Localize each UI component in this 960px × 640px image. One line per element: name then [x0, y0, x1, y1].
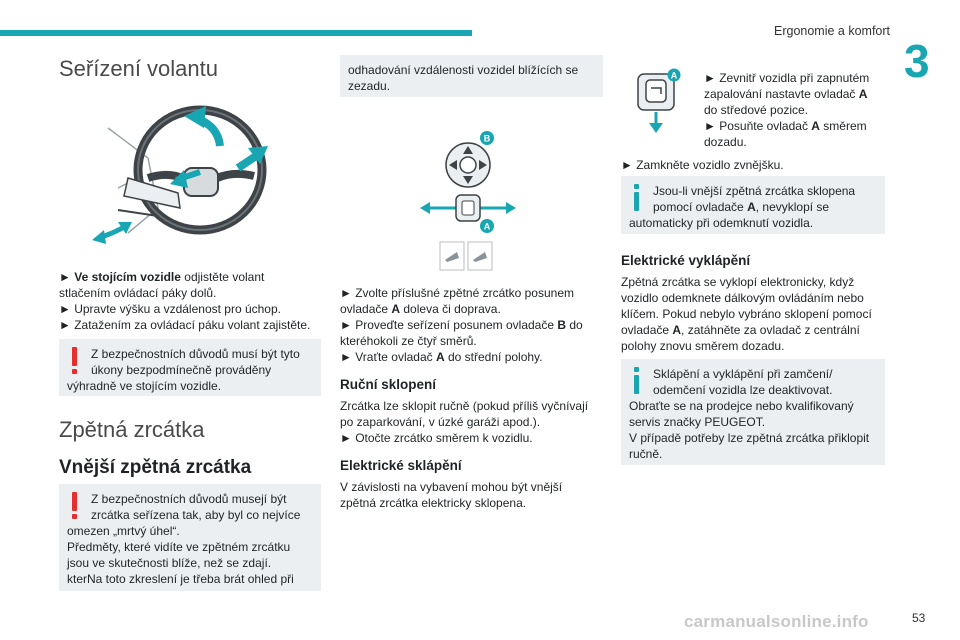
fold-control-illustration: [634, 68, 684, 134]
step-bold: A: [391, 302, 401, 316]
body-text: po zaparkování, v úzké garáži apod.).: [340, 415, 541, 429]
mirror-distance-box: [340, 55, 603, 97]
page-number: 53: [912, 611, 926, 625]
body-text: ► Otočte zrcátko směrem k vozidlu.: [340, 431, 533, 445]
steering-wheel-illustration: [88, 98, 274, 250]
watermark: carmanualsonline.info: [684, 612, 869, 631]
info-text: automaticky při odemknutí vozidla.: [629, 216, 814, 230]
warning-box-mirrors: [59, 484, 321, 591]
steering-step-3: ► Zatažením za ovládací páku volant zajistěte.: [59, 318, 311, 332]
info-box-unfolding: [621, 359, 885, 465]
steering-step-1: [59, 269, 264, 301]
electric-folding-title: Elektrické sklápění: [340, 458, 462, 473]
step-text: ► Proveďte seřízení posunem ovladače: [340, 318, 558, 332]
step-text: zapalování nastavte ovladač: [704, 87, 859, 101]
warning-text: Předměty, které vidíte ve zpětném zrcátku: [67, 540, 291, 554]
step-marker: ►: [59, 270, 71, 284]
step-text: odjistěte volant: [180, 270, 265, 284]
step-text: stlačením ovládací páky dolů.: [59, 286, 217, 300]
info-text: Obraťte se na prodejce nebo kvalifikovaný: [629, 399, 854, 413]
warning-text: výhradně ve stojícím vozidle.: [67, 379, 222, 393]
body-text: ovladače: [621, 323, 673, 337]
mirror-step-1: [340, 285, 574, 317]
mirror-step-2: [340, 317, 583, 349]
warning-text: omezen „mrtvý úhel“.: [67, 524, 180, 538]
steering-step-2: ► Upravte výšku a vzdálenost pro úchop.: [59, 302, 281, 316]
chapter-number: 3: [904, 35, 930, 87]
section-title: Ergonomie a komfort: [774, 24, 891, 38]
info-text: [629, 199, 877, 215]
steering-adjust-title: Seřízení volantu: [59, 56, 218, 81]
info-text-bold: A: [747, 200, 756, 214]
step-text: ► Zevnitř vozidla při zapnutém: [704, 71, 870, 85]
electric-folding-text: [340, 479, 562, 511]
info-text: Sklápění a vyklápění při zamčení/: [653, 367, 833, 381]
info-icon: [634, 367, 639, 394]
step-text: do střední polohy.: [444, 350, 543, 364]
warning-text: Z bezpečnostních důvodů musí být tyto: [91, 347, 300, 361]
body-text: polohy znovu směrem dozadu.: [621, 339, 785, 353]
header-accent-bar: [0, 30, 472, 36]
warning-icon: [72, 492, 77, 519]
mirror-control-illustration: [418, 128, 518, 278]
manual-folding-title: Ruční sklopení: [340, 377, 437, 392]
box-text: zezadu.: [348, 79, 391, 93]
step-text: doleva či doprava.: [400, 302, 501, 316]
body-bold: A: [672, 323, 682, 337]
step-text: dozadu.: [704, 135, 747, 149]
info-box-folding: [621, 176, 885, 234]
warning-text: úkony bezpodmínečně prováděny: [91, 363, 272, 377]
step-text: ► Vraťte ovladač: [340, 350, 436, 364]
fold-step-1: [704, 70, 869, 118]
warning-box-steering: [59, 339, 321, 396]
step-bold: Ve stojícím vozidle: [74, 270, 181, 284]
body-text: klíčem. Pokud nebylo vybráno sklopení pomocí: [621, 307, 872, 321]
warning-text: zrcátka seřízena tak, aby byl co nejvíce: [91, 508, 301, 522]
body-text: V závislosti na vybavení mohou být vnější: [340, 480, 563, 494]
fold-step-2: [704, 118, 867, 150]
manual-folding-text: [340, 398, 588, 446]
body-text: , zatáhněte za ovladač z centrální: [681, 323, 860, 337]
mirrors-title: Zpětná zrcátka: [59, 417, 205, 442]
step-text: do: [566, 318, 583, 332]
step-text: ► Posuňte ovladač: [704, 119, 812, 133]
mirror-step-3: [340, 349, 543, 365]
info-text-part: , nevyklopí se: [755, 200, 830, 214]
step-text: do středové pozice.: [704, 103, 809, 117]
info-text: servis značky PEUGEOT.: [629, 415, 766, 429]
label-a: A: [670, 70, 678, 81]
info-text-part: pomocí ovladače: [653, 200, 748, 214]
warning-icon: [72, 347, 77, 374]
step-bold: B: [557, 318, 567, 332]
info-text: Jsou-li vnější zpětná zrcátka sklopena: [653, 184, 856, 198]
electric-unfolding-title: Elektrické vyklápění: [621, 253, 751, 268]
info-text: V případě potřeby lze zpětná zrcátka přiklopit: [629, 431, 870, 445]
label-b: B: [483, 133, 491, 144]
step-bold: A: [435, 350, 445, 364]
info-text: odemčení vozidla lze deaktivovat.: [653, 383, 833, 397]
info-icon: [634, 184, 639, 211]
fold-step-3: ► Zamkněte vozidlo zvnějšku.: [621, 158, 784, 172]
step-text: ► Zvolte příslušné zpětné zrcátko posunem: [340, 286, 574, 300]
step-bold: A: [811, 119, 820, 133]
warning-text: kterNa toto zkreslení je třeba brát ohled při: [67, 572, 294, 586]
warning-text: Z bezpečnostních důvodů musejí být: [91, 492, 287, 506]
outer-mirrors-title: Vnější zpětná zrcátka: [59, 457, 252, 478]
label-a: A: [483, 221, 491, 232]
warning-text: jsou ve skutečnosti blíže, než se zdají.: [67, 556, 272, 570]
step-text: směrem: [819, 119, 867, 133]
info-text: ručně.: [629, 447, 663, 461]
box-text: odhadování vzdálenosti vozidel blížících se: [348, 63, 579, 77]
body-text: zpětná zrcátka elektricky sklopena.: [340, 496, 527, 510]
step-text: kteréhokoli ze čtyř směrů.: [340, 334, 477, 348]
body-text: vozidlo odemknete dálkovým ovládáním nebo: [621, 291, 864, 305]
body-text: Zpětná zrcátka se vyklopí elektronicky, když: [621, 275, 855, 289]
step-bold: A: [858, 87, 868, 101]
electric-unfolding-text: [621, 274, 872, 354]
step-text: ovladače: [340, 302, 392, 316]
body-text: Zrcátka lze sklopit ručně (pokud příliš vyčnívají: [340, 399, 589, 413]
